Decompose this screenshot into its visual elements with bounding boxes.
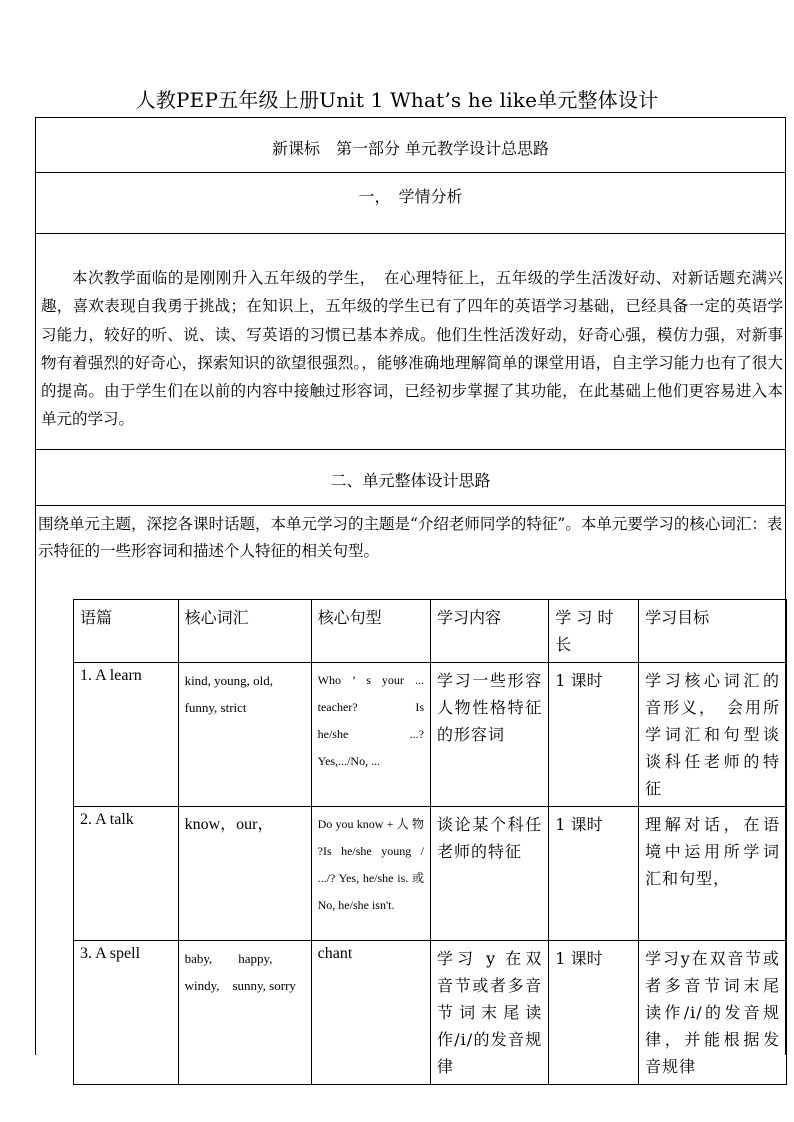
header-cell: 语篇 (74, 600, 179, 663)
cell-pattern: Do you know + 人 物 ?Is he/she young / .../? Yes, he/she is. 或 No, he/she isn't. (311, 807, 430, 941)
cell-text: 2. A talk (74, 807, 179, 941)
cell-text: 3. A spell (74, 941, 179, 1085)
cell-vocab: kind, young, old, funny, strict (178, 663, 311, 807)
cell-vocab: baby, happy, windy, sunny, sorry (178, 941, 311, 1085)
table-row (74, 807, 787, 941)
row-divider (36, 233, 785, 234)
header-cell: 学习内容 (431, 600, 549, 663)
row-divider (36, 172, 785, 173)
cell-goal: 学习y在双音节或者多音节词末尾读作/i/的发音规律，并能根据发音规律 (639, 941, 787, 1085)
cell-pattern: Who ’ s your ... teacher? Is he/she ...? Yes,.../No, ... (311, 663, 430, 807)
section1-paragraph (41, 264, 783, 434)
table-header-row (74, 600, 787, 663)
unit-lesson-table (73, 599, 787, 1085)
row-divider (36, 505, 785, 506)
cell-text: 1. A learn (74, 663, 179, 807)
section2-paragraph: 围绕单元主题，深挖各课时话题，本单元学习的主题是“介绍老师同学的特征”。本单元要学习的核心词汇：表示特征的一些形容词和描述个人特征的相关句型。 (38, 515, 783, 560)
row-divider (36, 449, 785, 450)
cell-duration: 1 课时 (549, 663, 639, 807)
cell-goal: 理解对话，在语境中运用所学词汇和句型， (639, 807, 787, 941)
header-row: 新课标 第一部分 单元教学设计总思路 (271, 139, 550, 158)
cell-content: 谈论某个科任老师的特征 (431, 807, 549, 941)
table-row (74, 941, 787, 1085)
header-cell: 学 习 时 长 (549, 600, 639, 663)
header-cell: 学习目标 (639, 600, 787, 663)
header-cell: 核心句型 (311, 600, 430, 663)
cell-content: 学习一些形容人物性格特征的形容词 (431, 663, 549, 807)
cell-content: 学习 y 在双音节或者多音节词末尾读作/i/的发音规律 (431, 941, 549, 1085)
header-cell: 核心词汇 (178, 600, 311, 663)
cell-duration: 1 课时 (549, 807, 639, 941)
table-row (74, 663, 787, 807)
cell-pattern: chant (311, 941, 430, 1085)
cell-vocab: know，our， (178, 807, 311, 941)
document-title: 人教PEP五年级上册Unit 1 What’s he like单元整体设计 (135, 88, 659, 112)
section1-heading: 一， 学情分析 (358, 187, 463, 206)
design-outer-table (35, 117, 786, 1076)
analysis-text: 本次教学面临的是刚刚升入五年级的学生， 在心理特征上，五年级的学生活泼好动、对新话题充满兴趣，喜欢表现自我勇于挑战；在知识上，五年级的学生已有了四年的英语学习基础，已经具备一定的英语学习能力，较好的听、说、读、写英语的习惯已基本养成。他们生性活泼好动，好奇心强，模仿力强，对新事物有着强烈的好奇心，探索知识的欲望很强烈。，能够准确地理解简单的课堂用语，自主学习能力也有了很大的提高。由于学生们在以前的内容中接触过形容词，已经初步掌握了其功能，在此基础上他们更容易进入本单元的学习。 (41, 269, 783, 429)
section2-heading: 二、单元整体设计思路 (330, 471, 491, 490)
cell-goal: 学习核心词汇的音形义， 会用所学词汇和句型谈谈科任老师的特征 (639, 663, 787, 807)
cell-duration: 1 课时 (549, 941, 639, 1085)
